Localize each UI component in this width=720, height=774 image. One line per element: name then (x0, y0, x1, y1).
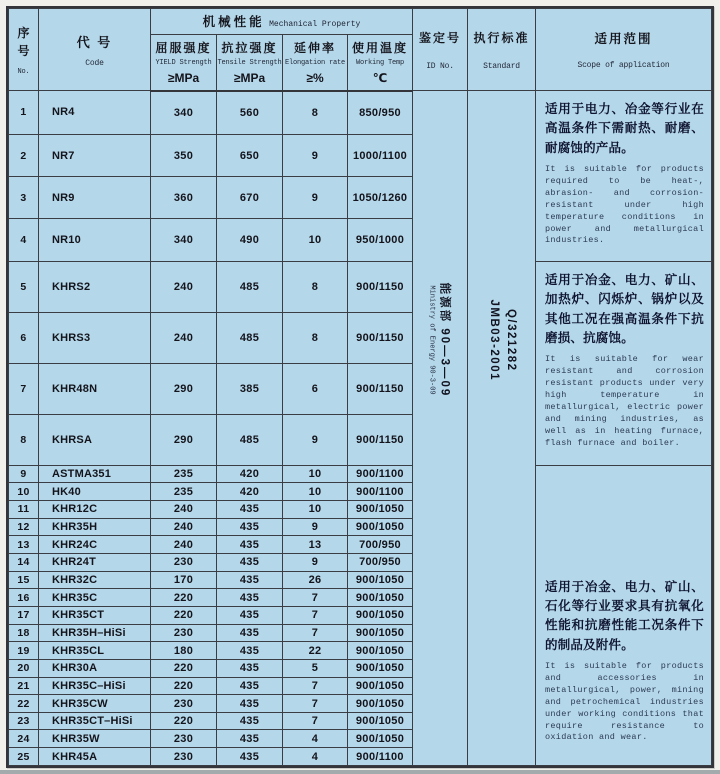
yield-cell: 180 (151, 642, 217, 660)
yield-cell: 220 (151, 677, 217, 695)
serial-cell: 18 (9, 624, 39, 642)
header-serial-zh: 序号 (17, 25, 32, 58)
yield-cell: 290 (151, 363, 217, 414)
tensile-cell: 435 (217, 589, 283, 607)
tensile-cell: 435 (217, 553, 283, 571)
material-property-table (8, 8, 712, 766)
elongation-cell: 8 (283, 312, 348, 363)
elongation-cell: 9 (283, 177, 348, 219)
serial-cell: 1 (9, 91, 39, 135)
tensile-cell: 385 (217, 363, 283, 414)
tensile-cell: 435 (217, 730, 283, 748)
table-body (9, 91, 712, 766)
temp-cell: 900/1050 (348, 642, 413, 660)
elongation-cell: 5 (283, 659, 348, 677)
code-cell: KHRSA (39, 414, 151, 465)
header-code (39, 9, 151, 91)
tensile-cell: 435 (217, 571, 283, 589)
code-cell: KHR24T (39, 553, 151, 571)
serial-cell: 2 (9, 134, 39, 176)
yield-cell: 170 (151, 571, 217, 589)
header-temp-en: Working Temp (355, 59, 404, 68)
serial-cell: 16 (9, 589, 39, 607)
tensile-cell: 670 (217, 177, 283, 219)
elongation-cell: 22 (283, 642, 348, 660)
yield-cell: 240 (151, 536, 217, 554)
yield-cell: 340 (151, 219, 217, 261)
yield-cell: 230 (151, 624, 217, 642)
header-elong-unit: ≥% (306, 71, 324, 86)
tensile-cell: 490 (217, 219, 283, 261)
header-elong-en: Elongation rate (284, 59, 345, 68)
header-tensile-en: Tensile Strength (217, 59, 282, 68)
tensile-cell: 435 (217, 712, 283, 730)
serial-cell: 5 (9, 261, 39, 312)
code-cell: HK40 (39, 483, 151, 501)
yield-cell: 340 (151, 91, 217, 135)
scope-text-zh: 适用于冶金、电力、矿山、石化等行业要求具有抗氧化性能和抗磨性能工况条件下的制品及附件。 (545, 579, 704, 652)
yield-cell: 290 (151, 414, 217, 465)
spec-table-container (6, 6, 714, 768)
yield-cell: 240 (151, 518, 217, 536)
serial-cell: 9 (9, 465, 39, 483)
elongation-cell: 26 (283, 571, 348, 589)
yield-cell: 235 (151, 483, 217, 501)
tensile-cell: 435 (217, 642, 283, 660)
temp-cell: 900/1050 (348, 659, 413, 677)
temp-cell: 900/1050 (348, 624, 413, 642)
serial-cell: 12 (9, 518, 39, 536)
scope-text-en: It is suitable for products and accessories in metallurgical, power, mining and petrochemical industries under working conditions that require resistance to oxidation and wear. (545, 661, 704, 743)
tensile-cell: 650 (217, 134, 283, 176)
temp-cell: 900/1050 (348, 589, 413, 607)
elongation-cell: 13 (283, 536, 348, 554)
table-row (9, 91, 712, 135)
code-cell: KHRS3 (39, 312, 151, 363)
temp-cell: 900/1150 (348, 261, 413, 312)
yield-cell: 230 (151, 553, 217, 571)
serial-cell: 8 (9, 414, 39, 465)
code-cell: KHRS2 (39, 261, 151, 312)
serial-cell: 13 (9, 536, 39, 554)
code-cell: KHR30A (39, 659, 151, 677)
yield-cell: 230 (151, 748, 217, 766)
serial-cell: 23 (9, 712, 39, 730)
id-no-zh: 能源部 90—3—09 (438, 282, 450, 398)
elongation-cell: 10 (283, 483, 348, 501)
yield-cell: 350 (151, 134, 217, 176)
code-cell: KHR35CL (39, 642, 151, 660)
yield-cell: 240 (151, 312, 217, 363)
serial-cell: 25 (9, 748, 39, 766)
temp-cell: 900/1050 (348, 730, 413, 748)
yield-cell: 220 (151, 589, 217, 607)
table-row (9, 261, 712, 312)
scope-text-zh: 适用于电力、冶金等行业在高温条件下需耐热、耐磨、耐腐蚀的产品。 (545, 102, 704, 155)
header-tensile-unit: ≥MPa (233, 71, 266, 86)
elongation-cell: 4 (283, 730, 348, 748)
tensile-cell: 485 (217, 261, 283, 312)
tensile-cell: 485 (217, 312, 283, 363)
yield-cell: 220 (151, 606, 217, 624)
yield-cell: 235 (151, 465, 217, 483)
header-tensile-zh: 抗拉强度 (221, 41, 278, 56)
code-cell: KHR35CW (39, 695, 151, 713)
scope-text-en: It is suitable for products required to be heat-, abrasion- and corrosion-resistant under high temperature conditions in power and metallurgical industries. (545, 164, 704, 246)
tensile-cell: 485 (217, 414, 283, 465)
elongation-cell: 10 (283, 465, 348, 483)
elongation-cell: 7 (283, 589, 348, 607)
elongation-cell: 8 (283, 91, 348, 135)
serial-cell: 4 (9, 219, 39, 261)
id-no-cell (413, 91, 468, 766)
header-serial-number (9, 9, 39, 91)
header-yield-unit: ≥MPa (167, 71, 200, 86)
elongation-cell: 10 (283, 219, 348, 261)
temp-cell: 900/1150 (348, 363, 413, 414)
scope-text-en: It is suitable for wear resistant and corrosion resistant products under very high temperature in metallurgical, electric power and mining industries, as well as in heating furnace, flash furnace and boiler. (545, 354, 704, 448)
temp-cell: 900/1050 (348, 571, 413, 589)
scope-block (536, 91, 712, 262)
tensile-cell: 435 (217, 748, 283, 766)
header-code-zh: 代 号 (76, 34, 113, 50)
header-code-en: Code (85, 58, 104, 68)
standard-line2: JMB03-2001 (487, 299, 500, 381)
elongation-cell: 10 (283, 500, 348, 518)
temp-cell: 900/1100 (348, 483, 413, 501)
code-cell: NR7 (39, 134, 151, 176)
temp-cell: 700/950 (348, 553, 413, 571)
code-cell: KHR35C (39, 589, 151, 607)
yield-cell: 240 (151, 261, 217, 312)
temp-cell: 900/1150 (348, 312, 413, 363)
header-scope-zh: 适用范围 (594, 32, 653, 46)
serial-cell: 21 (9, 677, 39, 695)
scope-block (536, 261, 712, 465)
page-bottom-edge (0, 770, 720, 774)
id-no-stamp (427, 283, 453, 398)
serial-cell: 6 (9, 312, 39, 363)
code-cell: KHR48N (39, 363, 151, 414)
temp-cell: 1000/1100 (348, 134, 413, 176)
elongation-cell: 8 (283, 261, 348, 312)
temp-cell: 900/1050 (348, 500, 413, 518)
tensile-cell: 420 (217, 483, 283, 501)
temp-cell: 900/1050 (348, 518, 413, 536)
elongation-cell: 7 (283, 677, 348, 695)
scope-block (536, 465, 712, 765)
header-scope (536, 9, 712, 91)
code-cell: NR9 (39, 177, 151, 219)
header-scope-en: Scope of application (577, 61, 670, 70)
serial-cell: 20 (9, 659, 39, 677)
header-mech-en: Mechanical Property (269, 20, 361, 29)
temp-cell: 700/950 (348, 536, 413, 554)
code-cell: KHR35CT (39, 606, 151, 624)
table-row (9, 465, 712, 483)
tensile-cell: 435 (217, 624, 283, 642)
code-cell: KHR24C (39, 536, 151, 554)
header-elongation-rate (283, 35, 348, 91)
temp-cell: 900/1150 (348, 414, 413, 465)
tensile-cell: 420 (217, 465, 283, 483)
header-yield-zh: 屈服强度 (155, 41, 212, 56)
temp-cell: 900/1100 (348, 465, 413, 483)
temp-cell: 900/1050 (348, 606, 413, 624)
tensile-cell: 435 (217, 536, 283, 554)
temp-cell: 900/1050 (348, 712, 413, 730)
header-std-en: Standard (483, 61, 520, 71)
serial-cell: 15 (9, 571, 39, 589)
header-yield-en: YIELD Strength (155, 59, 212, 68)
header-yield-strength (151, 35, 217, 91)
code-cell: KHR45A (39, 748, 151, 766)
elongation-cell: 7 (283, 624, 348, 642)
id-no-en: Ministry of Energy 90-3-09 (427, 285, 435, 395)
header-serial-en: No. (17, 67, 30, 76)
temp-cell: 900/1050 (348, 695, 413, 713)
code-cell: KHR12C (39, 500, 151, 518)
header-temp-unit: ℃ (372, 71, 388, 86)
temp-cell: 950/1000 (348, 219, 413, 261)
header-elong-zh: 延伸率 (293, 41, 336, 56)
tensile-cell: 560 (217, 91, 283, 135)
header-id-en: ID No. (426, 61, 454, 71)
tensile-cell: 435 (217, 695, 283, 713)
elongation-cell: 4 (283, 748, 348, 766)
code-cell: KHR35H–HiSi (39, 624, 151, 642)
code-cell: KHR32C (39, 571, 151, 589)
code-cell: KHR35C–HiSi (39, 677, 151, 695)
serial-cell: 24 (9, 730, 39, 748)
header-mech-zh: 机械性能 (202, 15, 265, 29)
header-row-top (9, 9, 712, 35)
yield-cell: 230 (151, 730, 217, 748)
temp-cell: 900/1050 (348, 677, 413, 695)
temp-cell: 850/950 (348, 91, 413, 135)
code-cell: NR10 (39, 219, 151, 261)
header-std-zh: 执行标准 (473, 30, 530, 45)
serial-cell: 7 (9, 363, 39, 414)
tensile-cell: 435 (217, 518, 283, 536)
standard-cell (468, 91, 536, 766)
header-temp-zh: 使用温度 (351, 41, 408, 56)
serial-cell: 11 (9, 500, 39, 518)
serial-cell: 17 (9, 606, 39, 624)
header-tensile-strength (217, 35, 283, 91)
serial-cell: 10 (9, 483, 39, 501)
standard-stamp (484, 299, 519, 380)
temp-cell: 1050/1260 (348, 177, 413, 219)
elongation-cell: 9 (283, 414, 348, 465)
yield-cell: 220 (151, 712, 217, 730)
tensile-cell: 435 (217, 500, 283, 518)
temp-cell: 900/1100 (348, 748, 413, 766)
yield-cell: 360 (151, 177, 217, 219)
scope-text-zh: 适用于冶金、电力、矿山、加热炉、闪烁炉、锅炉以及其他工况在强高温条件下抗磨损、抗腐蚀。 (545, 272, 704, 345)
code-cell: KHR35W (39, 730, 151, 748)
code-cell: KHR35CT–HiSi (39, 712, 151, 730)
yield-cell: 240 (151, 500, 217, 518)
code-cell: NR4 (39, 91, 151, 135)
standard-line1: Q/321282 (504, 308, 517, 372)
header-working-temp (348, 35, 413, 91)
elongation-cell: 9 (283, 518, 348, 536)
header-id-zh: 鉴定号 (418, 30, 461, 45)
code-cell: KHR35H (39, 518, 151, 536)
serial-cell: 14 (9, 553, 39, 571)
elongation-cell: 9 (283, 553, 348, 571)
serial-cell: 3 (9, 177, 39, 219)
serial-cell: 22 (9, 695, 39, 713)
elongation-cell: 6 (283, 363, 348, 414)
header-mechanical-property (151, 9, 413, 35)
elongation-cell: 7 (283, 695, 348, 713)
serial-cell: 19 (9, 642, 39, 660)
yield-cell: 230 (151, 695, 217, 713)
tensile-cell: 435 (217, 606, 283, 624)
yield-cell: 220 (151, 659, 217, 677)
tensile-cell: 435 (217, 677, 283, 695)
tensile-cell: 435 (217, 659, 283, 677)
code-cell: ASTMA351 (39, 465, 151, 483)
elongation-cell: 7 (283, 712, 348, 730)
elongation-cell: 9 (283, 134, 348, 176)
elongation-cell: 7 (283, 606, 348, 624)
